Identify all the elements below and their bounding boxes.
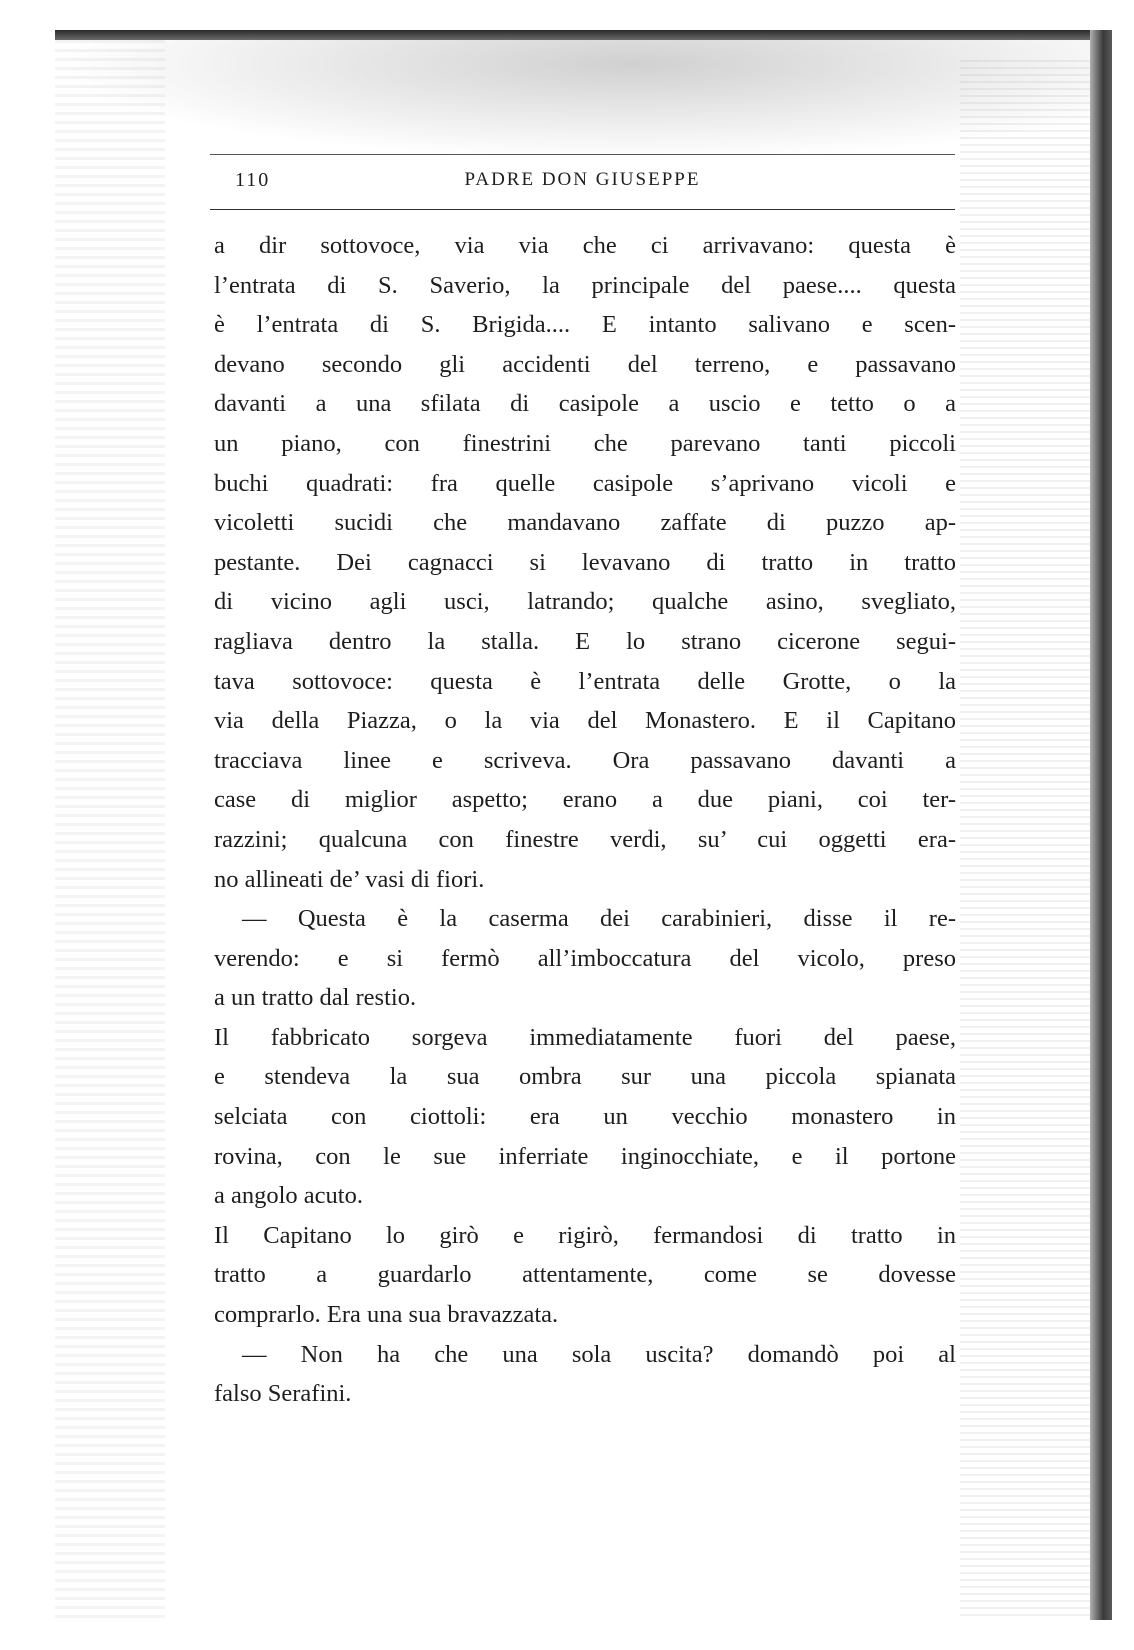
text-line: e stendeva la sua ombra sur una piccola spianata: [214, 1063, 956, 1091]
body-text: [214, 226, 956, 1414]
page-number: 110: [235, 169, 271, 191]
text-line: — Questa è la caserma dei carabinieri, disse il re-: [242, 905, 956, 933]
text-line: vicoletti sucidi che mandavano zaffate di puzzo ap-: [214, 509, 956, 537]
running-title: PADRE DON GIUSEPPE: [464, 169, 701, 190]
text-line: tava sottovoce: questa è l’entrata delle Grotte, o la: [214, 667, 956, 695]
scan-right-noise: [960, 60, 1090, 1620]
text-line: rovina, con le sue inferriate inginocchiate, e il portone: [214, 1142, 956, 1170]
text-line: a angolo acuto.: [214, 1182, 363, 1210]
scan-top-edge: [55, 30, 1105, 40]
text-line: selciata con ciottoli: era un vecchio monastero in: [214, 1103, 956, 1131]
text-line: un piano, con finestrini che parevano tanti piccoli: [214, 429, 956, 457]
text-line: l’entrata di S. Saverio, la principale del paese.... questa: [214, 271, 956, 299]
text-line: a un tratto dal restio.: [214, 984, 417, 1012]
text-line: pestante. Dei cagnacci si levavano di tratto in tratto: [214, 548, 956, 576]
text-line: Il fabbricato sorgeva immediatamente fuori del paese,: [214, 1023, 956, 1051]
text-line: ragliava dentro la stalla. E lo strano cicerone segui-: [214, 627, 956, 655]
text-line: comprarlo. Era una sua bravazzata.: [214, 1301, 559, 1329]
text-line: di vicino agli usci, latrando; qualche asino, svegliato,: [214, 588, 956, 616]
text-line: no allineati de’ vasi di fiori.: [214, 865, 485, 893]
text-line: case di miglior aspetto; erano a due piani, coi ter-: [214, 786, 956, 814]
running-header: [210, 154, 955, 210]
text-line: a dir sottovoce, via via che ci arrivavano: questa è: [214, 232, 956, 259]
scan-right-edge: [1090, 30, 1112, 1620]
text-line: falso Serafini.: [214, 1380, 352, 1408]
text-line: razzini; qualcuna con finestre verdi, su’ cui oggetti era-: [214, 825, 956, 853]
scan-left-noise: [55, 40, 165, 1620]
scan-top-shadow: [55, 40, 1105, 160]
text-line: Il Capitano lo girò e rigirò, fermandosi di tratto in: [214, 1221, 956, 1249]
text-line: via della Piazza, o la via del Monastero. E il Capitano: [214, 707, 956, 735]
text-line: davanti a una sfilata di casipole a uscio e tetto o a: [214, 390, 956, 418]
text-line: verendo: e si fermò all’imboccatura del vicolo, preso: [214, 944, 956, 972]
text-line: tratto a guardarlo attentamente, come se dovesse: [214, 1261, 956, 1289]
text-line: buchi quadrati: fra quelle casipole s’aprivano vicoli e: [214, 469, 956, 497]
text-line: è l’entrata di S. Brigida.... E intanto salivano e scen-: [214, 311, 956, 339]
text-line: — Non ha che una sola uscita? domandò poi al: [242, 1340, 956, 1368]
text-line: tracciava linee e scriveva. Ora passavano davanti a: [214, 746, 956, 774]
text-line: devano secondo gli accidenti del terreno, e passavano: [214, 350, 956, 378]
